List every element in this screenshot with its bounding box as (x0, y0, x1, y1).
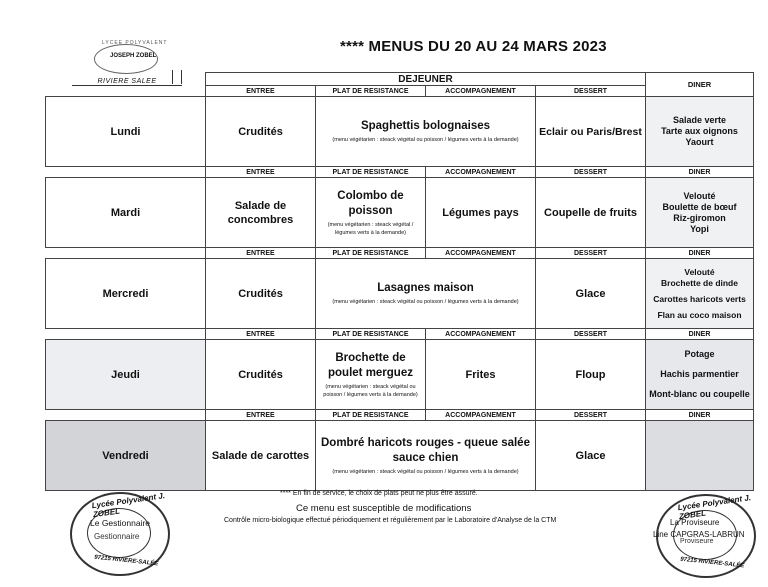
dessert-header: DESSERT (536, 167, 646, 178)
diner-header: DINER (646, 248, 754, 259)
plat-name: Brochette de poulet merguez (328, 351, 413, 379)
dessert-cell: Glace (536, 421, 646, 491)
dessert-cell: Floup (536, 340, 646, 410)
diner-item: Velouté (683, 190, 716, 201)
stamp-bottom-text: 97215 RIVIÈRE-SALÉE (93, 554, 159, 568)
vegetarian-note: (menu végétarien : steack végétal ou poisson / légumes verts à la demande) (332, 137, 519, 143)
page-title: **** MENUS DU 20 AU 24 MARS 2023 (340, 38, 607, 55)
entree-header: ENTREE (206, 167, 316, 178)
diner-item: Flan au coco maison (657, 309, 742, 320)
stamp-top-text: Lycée Polyvalent J. ZOBEL (91, 491, 166, 520)
diner-item: Boulette de bœuf (662, 201, 737, 212)
proviseure-title: La Proviseure (670, 518, 720, 527)
diner-header: DINER (646, 167, 754, 178)
diner-cell (646, 178, 754, 248)
dessert-header: DESSERT (536, 248, 646, 259)
diner-item: Carottes haricots verts (653, 293, 746, 304)
plat-name: Dombré haricots rouges - queue salée sauce chien (321, 436, 530, 464)
entree-header: ENTREE (206, 248, 316, 259)
proviseure-name: Line CAPGRAS-LABRUN (653, 530, 745, 539)
accompagnement-header: ACCOMPAGNEMENT (426, 248, 536, 259)
plat-cell (316, 259, 536, 329)
plat-header: PLAT DE RESISTANCE (316, 329, 426, 340)
plat-cell (316, 97, 536, 167)
diner-cell (646, 340, 754, 410)
footer-lab-note: Contrôle micro-biologique effectué périodiquement et régulièrement par le Laboratoire d'Analyse de la CTM (224, 517, 557, 524)
diner-cell (646, 421, 754, 491)
logo-top-text: LYCEE POLYVALENT (102, 40, 168, 46)
vegetarian-note: (menu végétarien : steack végétal ou poisson / légumes verts à la demande) (332, 299, 519, 305)
vegetarian-note: (menu végétarien : steack végétal ou poisson / légumes verts à la demande) (323, 383, 418, 398)
menu-table (45, 72, 754, 491)
gestionnaire-name: Gestionnaire (94, 532, 140, 541)
day-name: Mardi (46, 178, 206, 248)
accompagnement-header: ACCOMPAGNEMENT (426, 329, 536, 340)
entree-header: ENTREE (206, 329, 316, 340)
diner-item: Hachis parmentier (660, 369, 739, 379)
table-row (46, 259, 754, 329)
table-row (46, 421, 754, 491)
accompagnement-header: ACCOMPAGNEMENT (426, 167, 536, 178)
plat-header: PLAT DE RESISTANCE (316, 86, 426, 97)
diner-item: Velouté (684, 266, 715, 277)
diner-item: Riz-giromon (673, 212, 726, 223)
plat-cell (316, 178, 426, 248)
plat-header: PLAT DE RESISTANCE (316, 248, 426, 259)
logo-ring (94, 44, 158, 74)
logo-sub-text: RIVIERE SALEE (72, 78, 182, 86)
diner-header: DINER (646, 329, 754, 340)
diner-header: DINER (646, 410, 754, 421)
dessert-cell: Coupelle de fruits (536, 178, 646, 248)
entree-header: ENTREE (206, 410, 316, 421)
diner-item: Potage (684, 349, 715, 359)
footer-modification-note: Ce menu est susceptible de modifications (296, 503, 472, 514)
day-name: Mercredi (46, 259, 206, 329)
dessert-cell: Eclair ou Paris/Brest (536, 97, 646, 167)
gestionnaire-title: Le Gestionnaire (90, 518, 151, 528)
table-subheader (46, 329, 754, 340)
diner-cell (646, 259, 754, 329)
vegetarian-note: (menu végétarien : steack végétal / légumes verts à la demande) (327, 221, 414, 236)
diner-item: Mont-blanc ou coupelle (649, 389, 750, 399)
accompagnement-header: ACCOMPAGNEMENT (426, 86, 536, 97)
entree-cell: Salade de carottes (206, 421, 316, 491)
diner-header: DINER (646, 73, 754, 97)
entree-cell: Salade de concombres (206, 178, 316, 248)
plat-header: PLAT DE RESISTANCE (316, 167, 426, 178)
plat-name: Spaghettis bolognaises (360, 120, 491, 132)
diner-item: Yopi (690, 223, 709, 234)
day-name: Jeudi (46, 340, 206, 410)
day-name: Vendredi (46, 421, 206, 491)
table-row (46, 178, 754, 248)
logo-mid-text: JOSEPH ZOBEL (110, 53, 157, 59)
table-subheader (46, 167, 754, 178)
entree-header: ENTREE (206, 86, 316, 97)
table-subheader (46, 248, 754, 259)
dejeuner-header: DEJEUNER (206, 73, 646, 86)
diner-item: Yaourt (685, 137, 714, 147)
entree-cell: Crudités (206, 259, 316, 329)
footer-service-note: **** En fin de service, le choix de plats peut ne plus être assuré. (280, 490, 478, 497)
diner-item: Salade verte (672, 115, 727, 125)
diner-cell (646, 97, 754, 167)
table-row (46, 340, 754, 410)
plat-name: Colombo de poisson (337, 189, 404, 217)
diner-item: Brochette de dinde (661, 277, 738, 288)
table-row (46, 97, 754, 167)
stamp-bottom-text: 97215 RIVIÈRE-SALÉE (679, 556, 745, 570)
dessert-header: DESSERT (536, 329, 646, 340)
dessert-cell: Glace (536, 259, 646, 329)
vegetarian-note: (menu végétarien : steack végétal ou poisson / légumes verts à la demande) (332, 468, 519, 475)
accompagnement-header: ACCOMPAGNEMENT (426, 410, 536, 421)
proviseure-role: Proviseure (680, 538, 714, 545)
plat-name: Lasagnes maison (377, 282, 474, 294)
accompagnement-cell: Frites (426, 340, 536, 410)
accompagnement-cell: Légumes pays (426, 178, 536, 248)
day-name: Lundi (46, 97, 206, 167)
entree-cell: Crudités (206, 97, 316, 167)
entree-cell: Crudités (206, 340, 316, 410)
stamp-top-text: Lycée Polyvalent J. ZOBEL (677, 493, 752, 522)
dessert-header: DESSERT (536, 410, 646, 421)
plat-cell (316, 421, 536, 491)
plat-cell (316, 340, 426, 410)
table-subheader (46, 410, 754, 421)
dessert-header: DESSERT (536, 86, 646, 97)
plat-header: PLAT DE RESISTANCE (316, 410, 426, 421)
diner-item: Tarte aux oignons (661, 126, 738, 136)
